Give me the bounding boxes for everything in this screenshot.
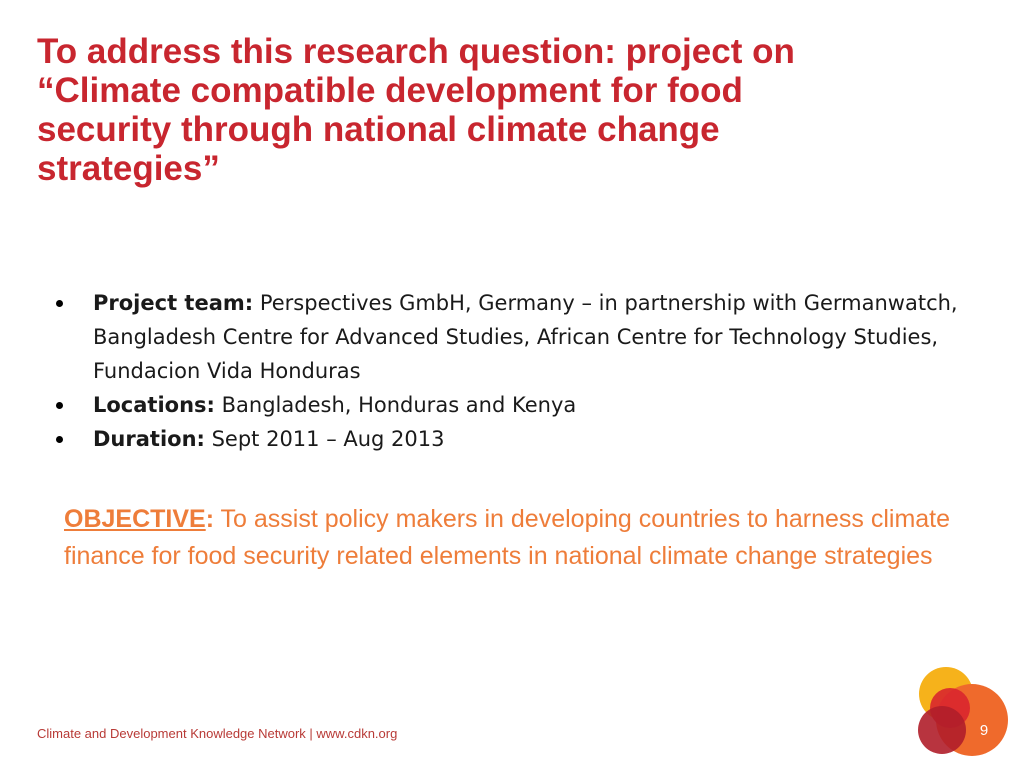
title-line: security through national climate change — [37, 110, 720, 149]
title-line: To address this research question: project on — [37, 32, 795, 71]
bullet-duration — [56, 422, 976, 456]
bullet-label: Duration: — [93, 427, 205, 451]
footer-text: Climate and Development Knowledge Network | www.cdkn.org — [37, 726, 398, 741]
bullet-label: Project team: — [93, 291, 254, 315]
page-number: 9 — [979, 722, 989, 739]
bullet-dot-icon — [56, 402, 63, 409]
bullet-project-team — [56, 286, 976, 388]
bullet-text: Bangladesh, Honduras and Kenya — [214, 393, 577, 417]
bullet-text: Sept 2011 – Aug 2013 — [204, 427, 445, 451]
cdkn-logo-icon — [912, 664, 1012, 764]
bullet-text: Perspectives GmbH, Germany – in partnership with Germanwatch, Bangladesh Centre for Advanced Studies, African Centre for Technology Studies, Fundacion Vida Honduras — [93, 291, 958, 383]
objective-colon: : — [205, 505, 215, 533]
bullet-locations — [56, 388, 976, 422]
title-line: “Climate compatible development for food — [37, 71, 743, 110]
objective-paragraph — [64, 501, 994, 575]
bullet-list — [56, 286, 976, 456]
slide-title — [37, 32, 977, 188]
bullet-dot-icon — [56, 300, 63, 307]
bullet-label: Locations: — [93, 393, 215, 417]
objective-text: To assist policy makers in developing countries to harness climate finance for food security related elements in national climate change strategies — [64, 505, 951, 570]
title-line: strategies” — [37, 149, 220, 188]
objective-label: OBJECTIVE — [64, 505, 206, 533]
logo-circle-dark-red — [918, 706, 966, 754]
bullet-dot-icon — [56, 436, 63, 443]
